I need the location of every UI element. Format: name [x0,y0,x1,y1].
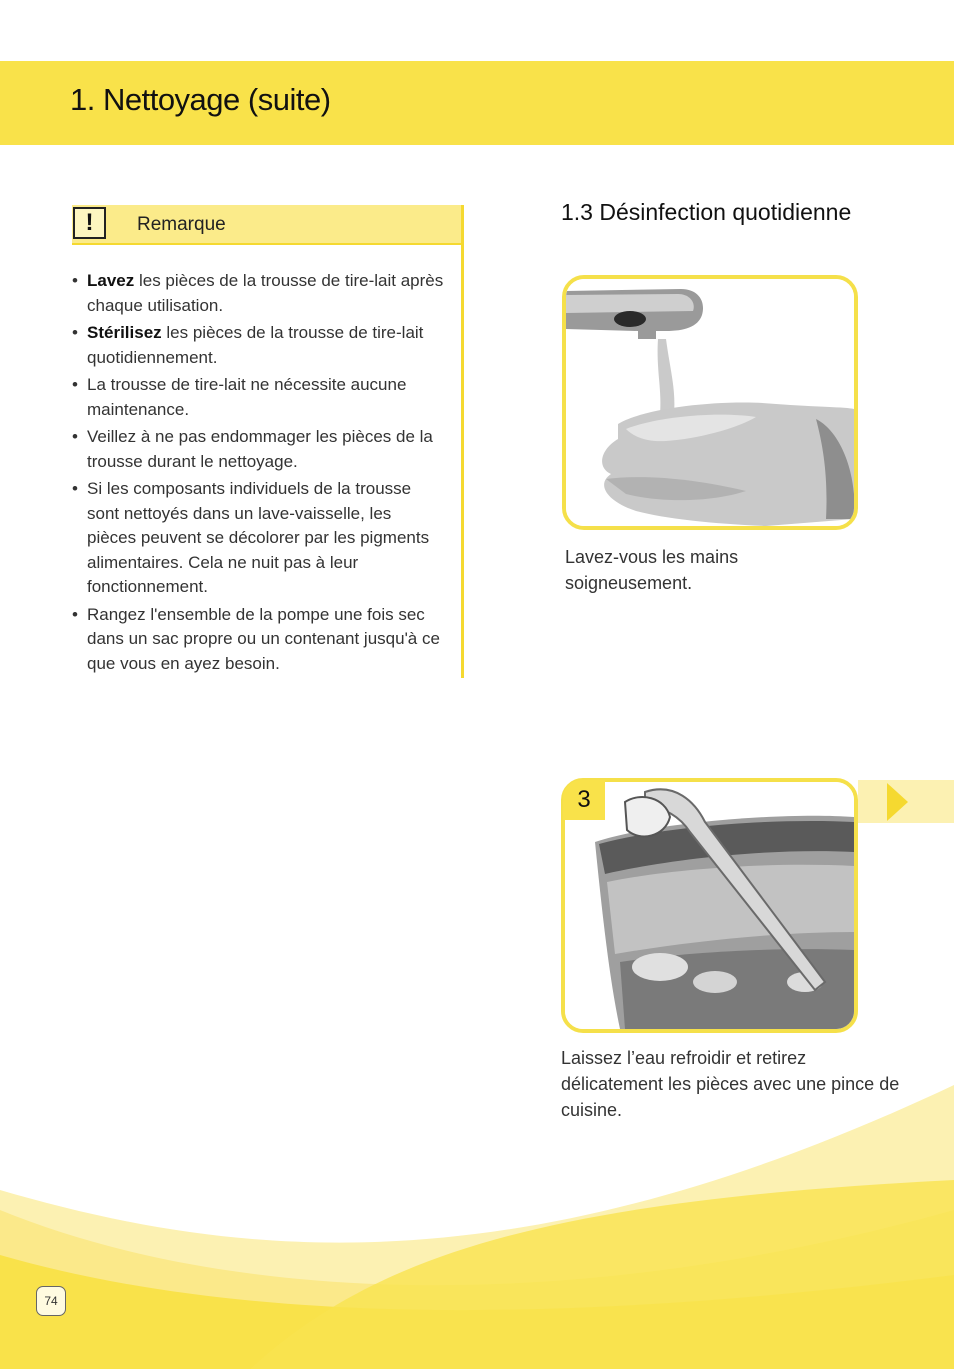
note-label: Remarque [137,214,226,235]
step-number-badge: 3 [563,780,605,820]
list-item [72,425,444,474]
item-bold: Lavez [87,271,135,290]
step-caption: Laissez l’eau refroidir et retirez délicatement les pièces avec une pince de cuisine. [561,1048,900,1120]
list-item [72,321,444,370]
item-text: Si les composants individuels de la trousse sont nettoyés dans un lave-vaisselle, les pièces peuvent se décolorer par les pigments alimentaires. Cela ne nuit pas à leur fonctionnement. [87,479,430,596]
note-list [72,269,444,679]
page-title: 1. Nettoyage (suite) [70,82,331,117]
note-header [72,205,464,245]
item-text: Veillez à ne pas endommager les pièces de la trousse durant le nettoyage. [87,427,433,471]
pot-with-parts-photo [561,778,858,1033]
item-text: les pièces de la trousse de tire-lait quotidiennement. [87,323,424,367]
list-item [72,603,444,677]
item-text: Rangez l'ensemble de la pompe une fois sec dans un sac propre ou un contenant jusqu'à ce que vous en ayez besoin. [87,604,440,673]
item-bold: Stérilisez [87,323,162,342]
list-item [72,477,444,600]
item-text: les pièces de la trousse de tire-lait après chaque utilisation. [87,271,444,315]
exclamation-icon: ! [73,207,106,239]
next-arrow-icon[interactable] [887,783,908,821]
note-side-rule [461,205,464,678]
list-item [72,373,444,422]
item-text: La trousse de tire-lait ne nécessite aucune maintenance. [87,375,407,419]
hand-washing-photo [562,275,858,530]
step-caption: Lavez-vous les mains soigneusement. [565,547,739,593]
section-title: 1.3 Désinfection quotidienne [561,199,852,225]
page-number: 74 [36,1286,66,1316]
list-item [72,269,444,318]
